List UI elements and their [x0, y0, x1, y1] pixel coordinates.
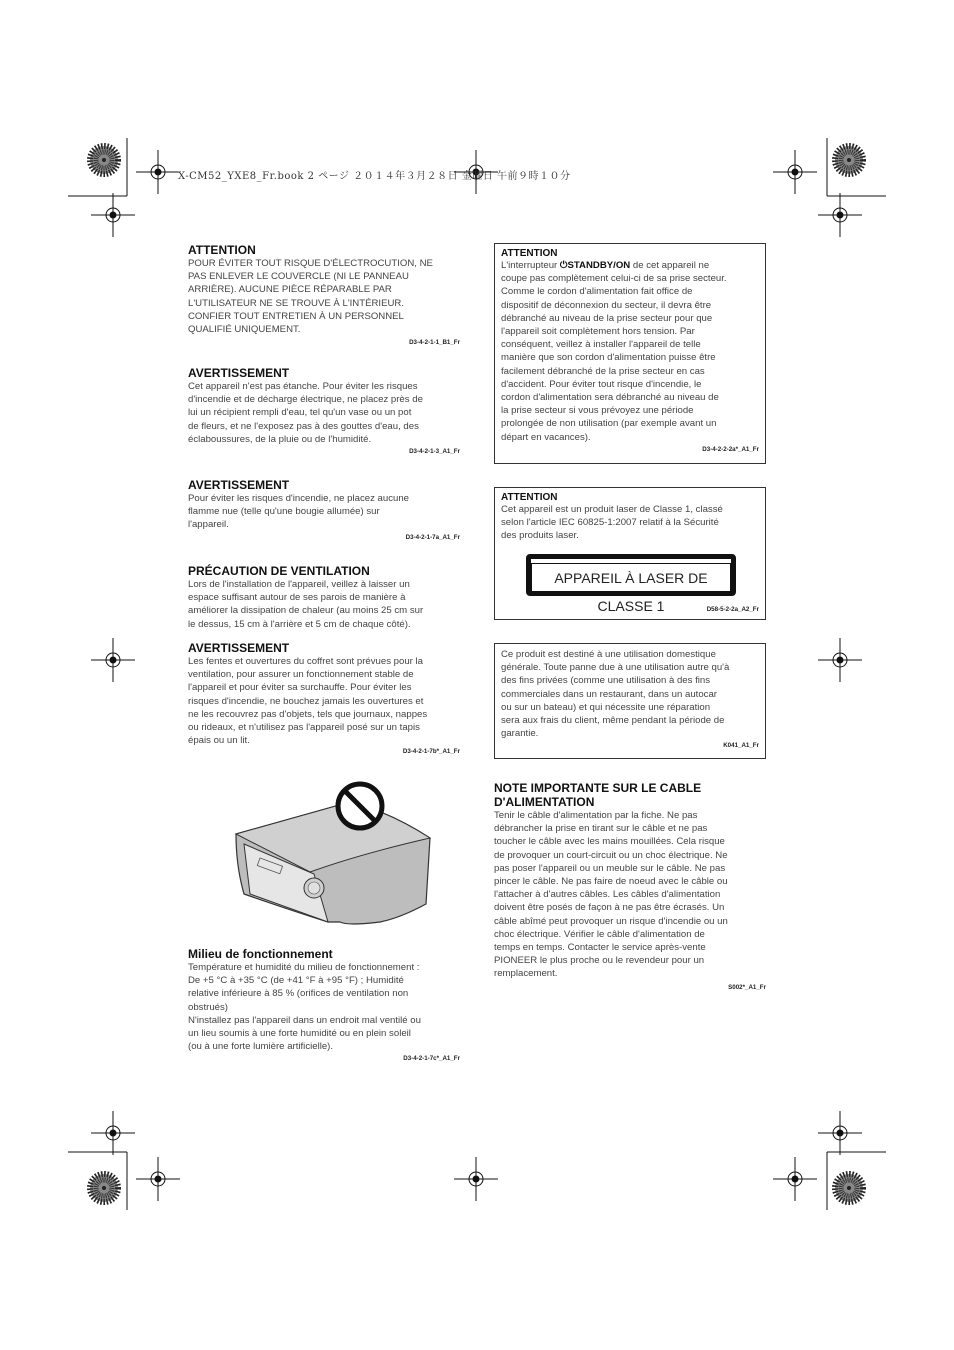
body-line: améliorer la dissipation de chaleur (au moins 25 cm sur — [188, 605, 424, 617]
section-body — [188, 578, 460, 631]
body-line: Température et humidité du milieu de fonctionnement : — [188, 962, 420, 973]
body-line: (ou à une forte lumière artificielle). — [188, 1041, 334, 1053]
body-line: des fins privées (comme une utilisation à des fins — [501, 675, 711, 687]
section-title: Milieu de fonctionnement — [188, 947, 333, 961]
laser-class-text: APPAREIL À LASER DE CLASSE 1 — [531, 563, 731, 593]
body-line: doivent être posés de façon à ne pas être écrasés. Un — [494, 902, 725, 914]
domestic-use-box — [494, 643, 766, 759]
reference-code: D3-4-2-1-7a_A1_Fr — [405, 533, 460, 541]
body-line: pincer le câble. Ne pas faire de noeud avec le câble ou — [494, 876, 728, 888]
section-title: AVERTISSEMENT — [188, 366, 290, 380]
body-line: l'appareil. — [188, 519, 229, 531]
body-line: l'appareil soit complètement hors tension. Par — [501, 326, 695, 338]
body-line: flamme nue (telle qu'une bougie allumée) sur — [188, 506, 380, 518]
reference-code: D3-4-2-1-7b*_A1_Fr — [402, 748, 460, 756]
laser-warning-box — [494, 487, 766, 620]
covered-unit-illustration — [230, 776, 450, 936]
body-line: débrancher la prise en tirant sur le câble et ne pas — [494, 823, 708, 835]
left-section-4 — [188, 564, 460, 631]
box-body — [501, 648, 759, 740]
section-title: AVERTISSEMENT — [188, 478, 290, 492]
standby-warning-box — [494, 243, 766, 464]
body-line: CONFIER TOUT ENTRETIEN À UN PERSONNEL — [188, 310, 404, 322]
body-line: dispositif de déconnexion du secteur, il devra être — [501, 299, 712, 311]
body-line: coupe pas complètement celui-ci de sa prise secteur. — [501, 273, 727, 285]
body-line: départ en vacances). — [501, 431, 591, 443]
body-line: l'attacher à d'autres câbles. Les câbles d'alimentation — [494, 889, 721, 901]
file-header: X-CM52_YXE8_Fr.book 2 ページ ２０１４年３月２８日 金曜日 午前９時１０分 — [178, 171, 571, 182]
body-line: de fleurs, et ne l'exposez pas à des gouttes d'eau, des — [188, 420, 419, 432]
body-line: conséquent, veillez à installer l'appareil de telle — [501, 339, 701, 351]
title-line: NOTE IMPORTANTE SUR LE CABLE — [494, 781, 702, 795]
body-line: d'incendie et de décharge électrique, ne placez près de — [188, 394, 423, 406]
reference-code: K041_A1_Fr — [723, 742, 759, 750]
body-line: toucher le câble avec les mains mouillées. Cela risque — [494, 836, 725, 848]
body-line: choc électrique. Vérifier le câble d'alimentation de — [494, 928, 705, 940]
section-body — [188, 380, 460, 446]
section-body — [188, 257, 460, 336]
body-text: L'interrupteur — [501, 260, 560, 271]
body-line: débranché au niveau de la prise secteur pour que — [501, 312, 713, 324]
reference-code: D58-5-2-2a_A2_Fr — [706, 606, 759, 613]
body-line: selon l'article IEC 60825-1:2007 relatif à la Sécurité — [501, 517, 719, 529]
body-line: QUALIFIÉ UNIQUEMENT. — [188, 324, 301, 336]
body-line: Comme le cordon d'alimentation fait office de — [501, 286, 693, 298]
body-line: éclaboussures, de la pluie ou de l'humidité. — [188, 433, 372, 445]
body-line: risques d'incendie, ne bouchez jamais les ouvertures et — [188, 695, 424, 707]
body-line: De +5 °C à +35 °C (de +41 °F à +95 °F) ; Humidité — [188, 975, 404, 987]
section-body — [494, 809, 766, 981]
body-line: POUR ÉVITER TOUT RISQUE D'ÉLECTROCUTION, NE — [188, 258, 433, 269]
body-line: garantie. — [501, 728, 539, 740]
section-title — [494, 781, 766, 809]
body-line: l'appareil et pour éviter sa surchauffe. Pour éviter les — [188, 682, 412, 694]
body-line: remplacement. — [494, 968, 558, 980]
body-line: pas poser l'appareil ou un meuble sur le câble. Ne pas — [494, 862, 726, 874]
body-line: câble abîmé peut provoquer un risque d'incendie ou un — [494, 915, 728, 927]
reference-code: D3-4-2-1-7c*_A1_Fr — [403, 1055, 460, 1063]
body-line: ou sur un bateau) et qui nécessite une réparation — [501, 701, 711, 713]
body-line: des produits laser. — [501, 530, 579, 542]
body-line: manière que son cordon d'alimentation puisse être — [501, 352, 716, 364]
box-body — [501, 259, 759, 444]
body-line: espace suffisant autour de ses parois de manière à — [188, 592, 406, 604]
body-line: ARRIÈRE). AUCUNE PIÈCE RÉPARABLE PAR — [188, 284, 392, 296]
section-title: AVERTISSEMENT — [188, 641, 290, 655]
body-line: un lieu soumis à une forte humidité ou en plein soleil — [188, 1028, 411, 1040]
box-title: ATTENTION — [501, 248, 558, 259]
body-text: de cet appareil ne — [630, 260, 710, 271]
body-line: Cet appareil n'est pas étanche. Pour éviter les risques — [188, 381, 418, 392]
body-line: PAS ENLEVER LE COUVERCLE (NI LE PANNEAU — [188, 271, 409, 283]
body-line: relative inférieure à 85 % (orifices de ventilation non — [188, 988, 409, 1000]
reference-code: S002*_A1_Fr — [728, 983, 766, 991]
section-body — [188, 492, 460, 532]
power-cord-section — [494, 781, 766, 991]
section-title: ATTENTION — [188, 243, 256, 257]
section-body — [188, 961, 460, 1053]
reference-code: D3-4-2-1-1_B1_Fr — [409, 339, 460, 347]
body-line: facilement débranché de la prise secteur en cas — [501, 365, 705, 377]
left-section-6 — [188, 947, 460, 1062]
body-line: N'installez pas l'appareil dans un endroit mal ventilé ou — [188, 1014, 421, 1026]
box-body — [501, 503, 759, 543]
body-line: épais ou un lit. — [188, 735, 250, 747]
left-section-5 — [188, 641, 460, 755]
reference-code: D3-4-2-2-2a*_A1_Fr — [702, 445, 759, 453]
box-title: ATTENTION — [501, 492, 558, 503]
body-line: ventilation, pour assurer un fonctionnement stable de — [188, 669, 414, 681]
left-section-1 — [188, 243, 460, 346]
body-line: la prise secteur si vous prévoyez une période — [501, 405, 694, 417]
body-line: d'accident. Pour éviter tout risque d'incendie, le — [501, 378, 702, 390]
body-line: Tenir le câble d'alimentation par la fiche. Ne pas — [494, 810, 698, 821]
section-title: PRÉCAUTION DE VENTILATION — [188, 564, 370, 578]
body-line: sera aux frais du client, même pendant la période de — [501, 715, 725, 727]
body-line: PIONEER le plus proche ou le revendeur pour un — [494, 955, 705, 967]
body-line: générale. Toute panne due à une utilisation autre qu'à — [501, 662, 730, 674]
body-line: Cet appareil est un produit laser de Classe 1, classé — [501, 504, 723, 515]
standby-label: STANDBY/ON — [567, 260, 631, 271]
left-section-3 — [188, 478, 460, 541]
body-line: temps en temps. Contacter le service après-vente — [494, 942, 706, 954]
power-icon: ⏻ — [559, 260, 568, 271]
reference-code: D3-4-2-1-3_A1_Fr — [409, 448, 460, 456]
left-section-2 — [188, 366, 460, 455]
body-line: de provoquer un court-circuit ou un choc électrique. Ne — [494, 849, 728, 861]
body-line: Lors de l'installation de l'appareil, veillez à laisser un — [188, 579, 410, 590]
section-body — [188, 655, 460, 747]
body-line: prolongée de non utilisation (par exemple avant un — [501, 418, 717, 430]
body-line: lui un récipient rempli d'eau, tel qu'un vase ou un pot — [188, 407, 412, 419]
body-line — [501, 259, 759, 272]
body-line: L'UTILISATEUR NE SE TROUVE À L'INTÉRIEUR. — [188, 297, 405, 309]
body-line: ne les recouvrez pas d'objets, tels que journaux, nappes — [188, 708, 428, 720]
body-line: le dessus, 15 cm à l'arrière et 5 cm de chaque côté). — [188, 618, 411, 630]
body-line: Les fentes et ouvertures du coffret sont prévues pour la — [188, 656, 424, 667]
body-line: ou rideaux, et n'utilisez pas l'appareil posé sur un tapis — [188, 722, 420, 734]
body-line: commerciales dans un restaurant, dans un autocar — [501, 688, 717, 700]
title-line: D'ALIMENTATION — [494, 795, 595, 809]
body-line: Pour éviter les risques d'incendie, ne placez aucune — [188, 493, 410, 504]
body-line: cordon d'alimentation sera débranché au niveau de — [501, 392, 719, 404]
body-line: Ce produit est destiné à une utilisation domestique — [501, 649, 716, 660]
body-line: obstrués) — [188, 1001, 228, 1013]
